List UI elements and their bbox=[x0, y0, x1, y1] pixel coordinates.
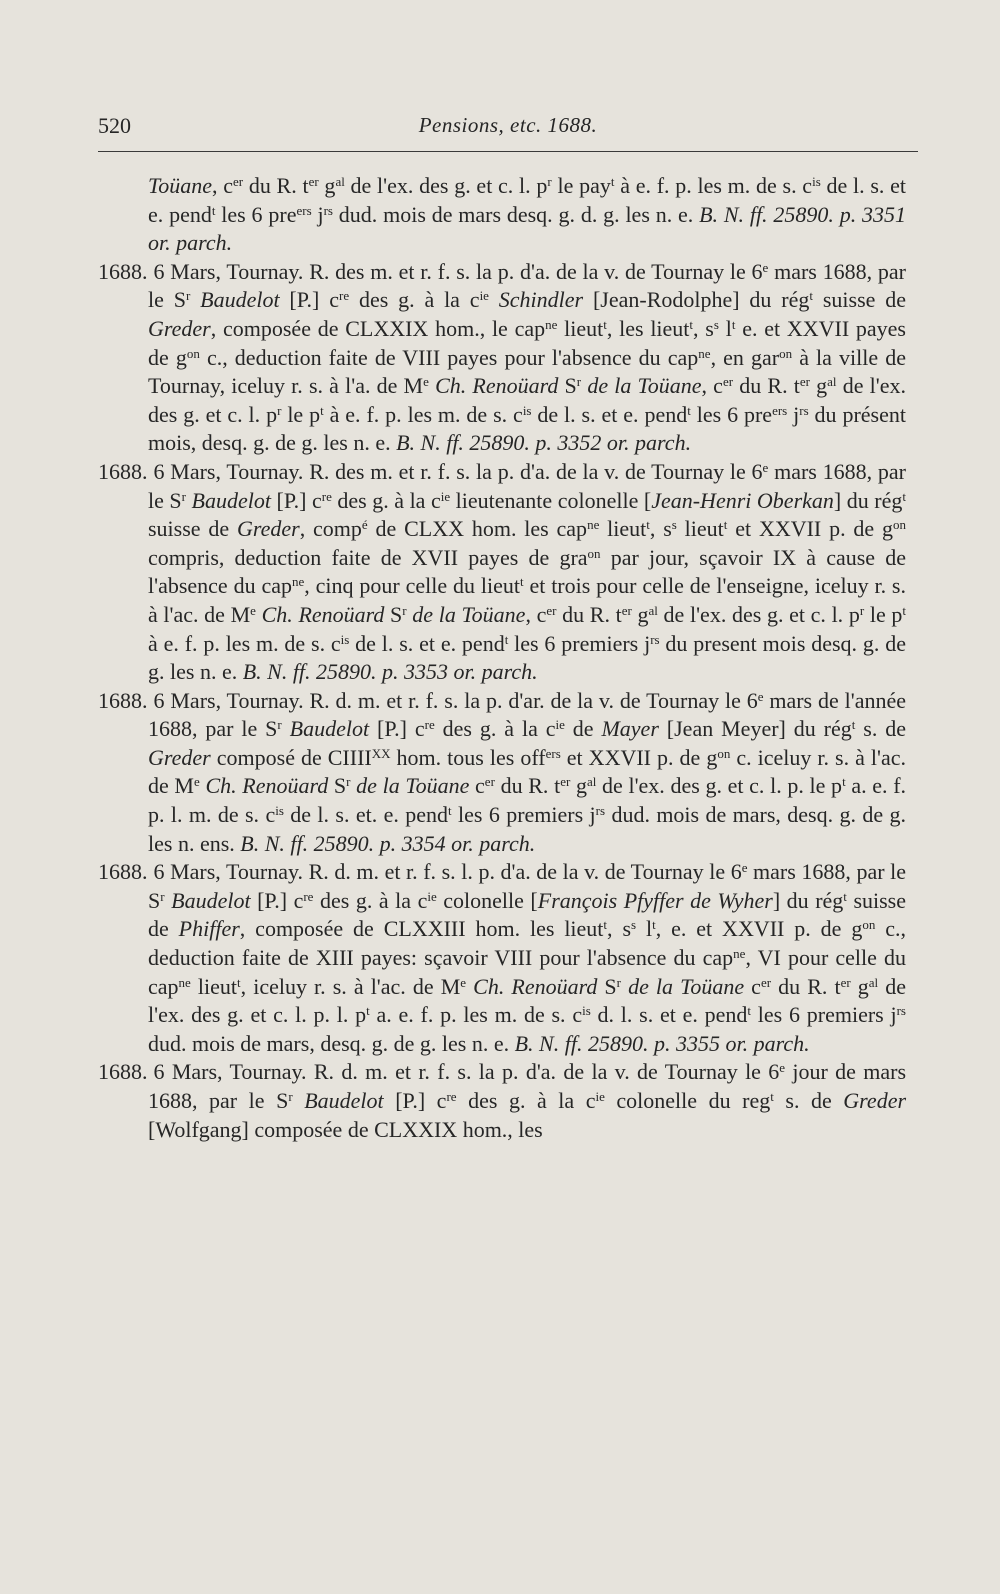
header-rule bbox=[98, 151, 918, 152]
entry-text: Toüane, $c^{er}$ du R. $t^{er}$ $g^{al}$ de l'ex. des g. et c. l. $p^r$ le pay$^t$ à e. f. p. les m. de s. $c^{is}$ de l. s. et e. pend$^t$ les 6 pre$^{ers}$ $j^{rs}$ dud. mois de mars desq. g. d. g. les n. e. B. N. ff. 25890. p. 3351 or. parch. bbox=[148, 173, 907, 256]
entries-body bbox=[98, 172, 906, 1144]
entry-text: 6 Mars, Tournay. R. des m. et r. f. s. la p. d'a. de la v. de Tournay le 6e mars 1688, par le $S^r$ Baudelot [P.] $c^{re}$ des g. à la $c^{ie}$ lieutenante colonelle [Jean-Henri Oberkan] du rég$^t$ suisse de Greder, comp$^é$ de CLXX hom. les cap$^{ne}$ lieut$^t$, $s^s$ lieut$^t$ et XXVII p. de $g^{on}$ compris, deduction faite de XVII payes de gra$^{on}$ par jour, sçavoir IX à cause de l'absence du cap$^{ne}$, cinq pour celle du lieut$^t$ et trois pour celle de l'enseigne, iceluy r. s. à l'ac. de Me Ch. Renoüard $S^r$ de la Toüane, $c^{er}$ du R. $t^{er}$ $g^{al}$ de l'ex. des g. et c. l. $p^r$ le $p^t$ à e. f. p. les m. de s. $c^{is}$ de l. s. et e. pend$^t$ les 6 premiers $j^{rs}$ du present mois desq. g. de g. les n. e. B. N. ff. 25890. p. 3353 or. parch. bbox=[148, 458, 907, 685]
entry-date: 1688. bbox=[98, 458, 148, 484]
entry-date: 1688. bbox=[98, 859, 148, 885]
entry-text: 6 Mars, Tournay. R. d. m. et r. f. s. l. p. d'a. de la v. de Tournay le 6e mars 1688, par le $S^r$ Baudelot [P.] $c^{re}$ des g. à la $c^{ie}$ colonelle [François Pfyffer de Wyher] du rég$^t$ suisse de Phiffer, composée de CLXXIII hom. les lieut$^t$, $s^s$ $l^t$, e. et XXVII p. de $g^{on}$ c., deduction faite de XIII payes: sçavoir VIII pour l'absence du cap$^{ne}$, VI pour celle du cap$^{ne}$ lieut$^t$, iceluy r. s. à l'ac. de Me Ch. Renoüard $S^r$ de la Toüane $c^{er}$ du R. $t^{er}$ $g^{al}$ de l'ex. des g. et c. l. p. l. $p^t$ a. e. f. p. les m. de s. $c^{is}$ d. l. s. et e. pend$^t$ les 6 premiers $j^{rs}$ dud. mois de mars, desq. g. de g. les n. e. B. N. ff. 25890. p. 3355 or. parch. bbox=[148, 859, 907, 1056]
running-header bbox=[98, 113, 918, 147]
entry-date: 1688. bbox=[98, 258, 148, 284]
entry-text: 6 Mars, Tournay. R. d. m. et r. f. s. la p. d'a. de la v. de Tournay le 6e jour de mars 1688, par le $S^r$ Baudelot [P.] $c^{re}$ des g. à la $c^{ie}$ colonelle du reg$^t$ s. de Greder [Wolfgang] composée de CLXXIX hom., les bbox=[148, 1059, 907, 1142]
entry-text: 6 Mars, Tournay. R. des m. et r. f. s. la p. d'a. de la v. de Tournay le 6e mars 1688, par le $S^r$ Baudelot [P.] $c^{re}$ des g. à la $c^{ie}$ Schindler [Jean-Rodolphe] du rég$^t$ suisse de Greder, composée de CLXXIX hom., le cap$^{ne}$ lieut$^t$, les lieut$^t$, $s^s$ $l^t$ e. et XXVII payes de $g^{on}$ c., deduction faite de VIII payes pour l'absence du cap$^{ne}$, en gar$^{on}$ à la ville de Tournay, iceluy r. s. à l'a. de Me Ch. Renoüard $S^r$ de la Toüane, $c^{er}$ du R. $t^{er}$ $g^{al}$ de l'ex. des g. et c. l. $p^r$ le $p^t$ à e. f. p. les m. de s. $c^{is}$ de l. s. et e. pend$^t$ les 6 pre$^{ers}$ $j^{rs}$ du présent mois, desq. g. de g. les n. e. B. N. ff. 25890. p. 3352 or. parch. bbox=[148, 258, 907, 456]
entry-text: 6 Mars, Tournay. R. d. m. et r. f. s. la p. d'ar. de la v. de Tournay le 6e mars de l'année 1688, par le $S^r$ Baudelot [P.] $c^{re}$ des g. à la $c^{ie}$ de Mayer [Jean Meyer] du rég$^t$ s. de Greder composé de $CIIII^{XX}$ hom. tous les off$^{ers}$ et XXVII p. de $g^{on}$ c. iceluy r. s. à l'ac. de Me Ch. Renoüard $S^r$ de la Toüane $c^{er}$ du R. $t^{er}$ $g^{al}$ de l'ex. des g. et c. l. p. le $p^t$ a. e. f. p. l. m. de s. $c^{is}$ de l. s. et. e. pend$^t$ les 6 premiers $j^{rs}$ dud. mois de mars, desq. g. de g. les n. ens. B. N. ff. 25890. p. 3354 or. parch. bbox=[148, 687, 907, 856]
entry-3 bbox=[98, 687, 906, 859]
entry-date: 1688. bbox=[98, 687, 148, 713]
page-number: 520 bbox=[98, 113, 131, 138]
entry-2 bbox=[98, 458, 906, 687]
entry-0 bbox=[98, 172, 906, 258]
entry-5 bbox=[98, 1058, 906, 1144]
entry-date: 1688. bbox=[98, 1059, 148, 1085]
entry-1 bbox=[98, 258, 906, 458]
entry-4 bbox=[98, 858, 906, 1058]
running-title: Pensions, etc. 1688. bbox=[418, 113, 598, 137]
